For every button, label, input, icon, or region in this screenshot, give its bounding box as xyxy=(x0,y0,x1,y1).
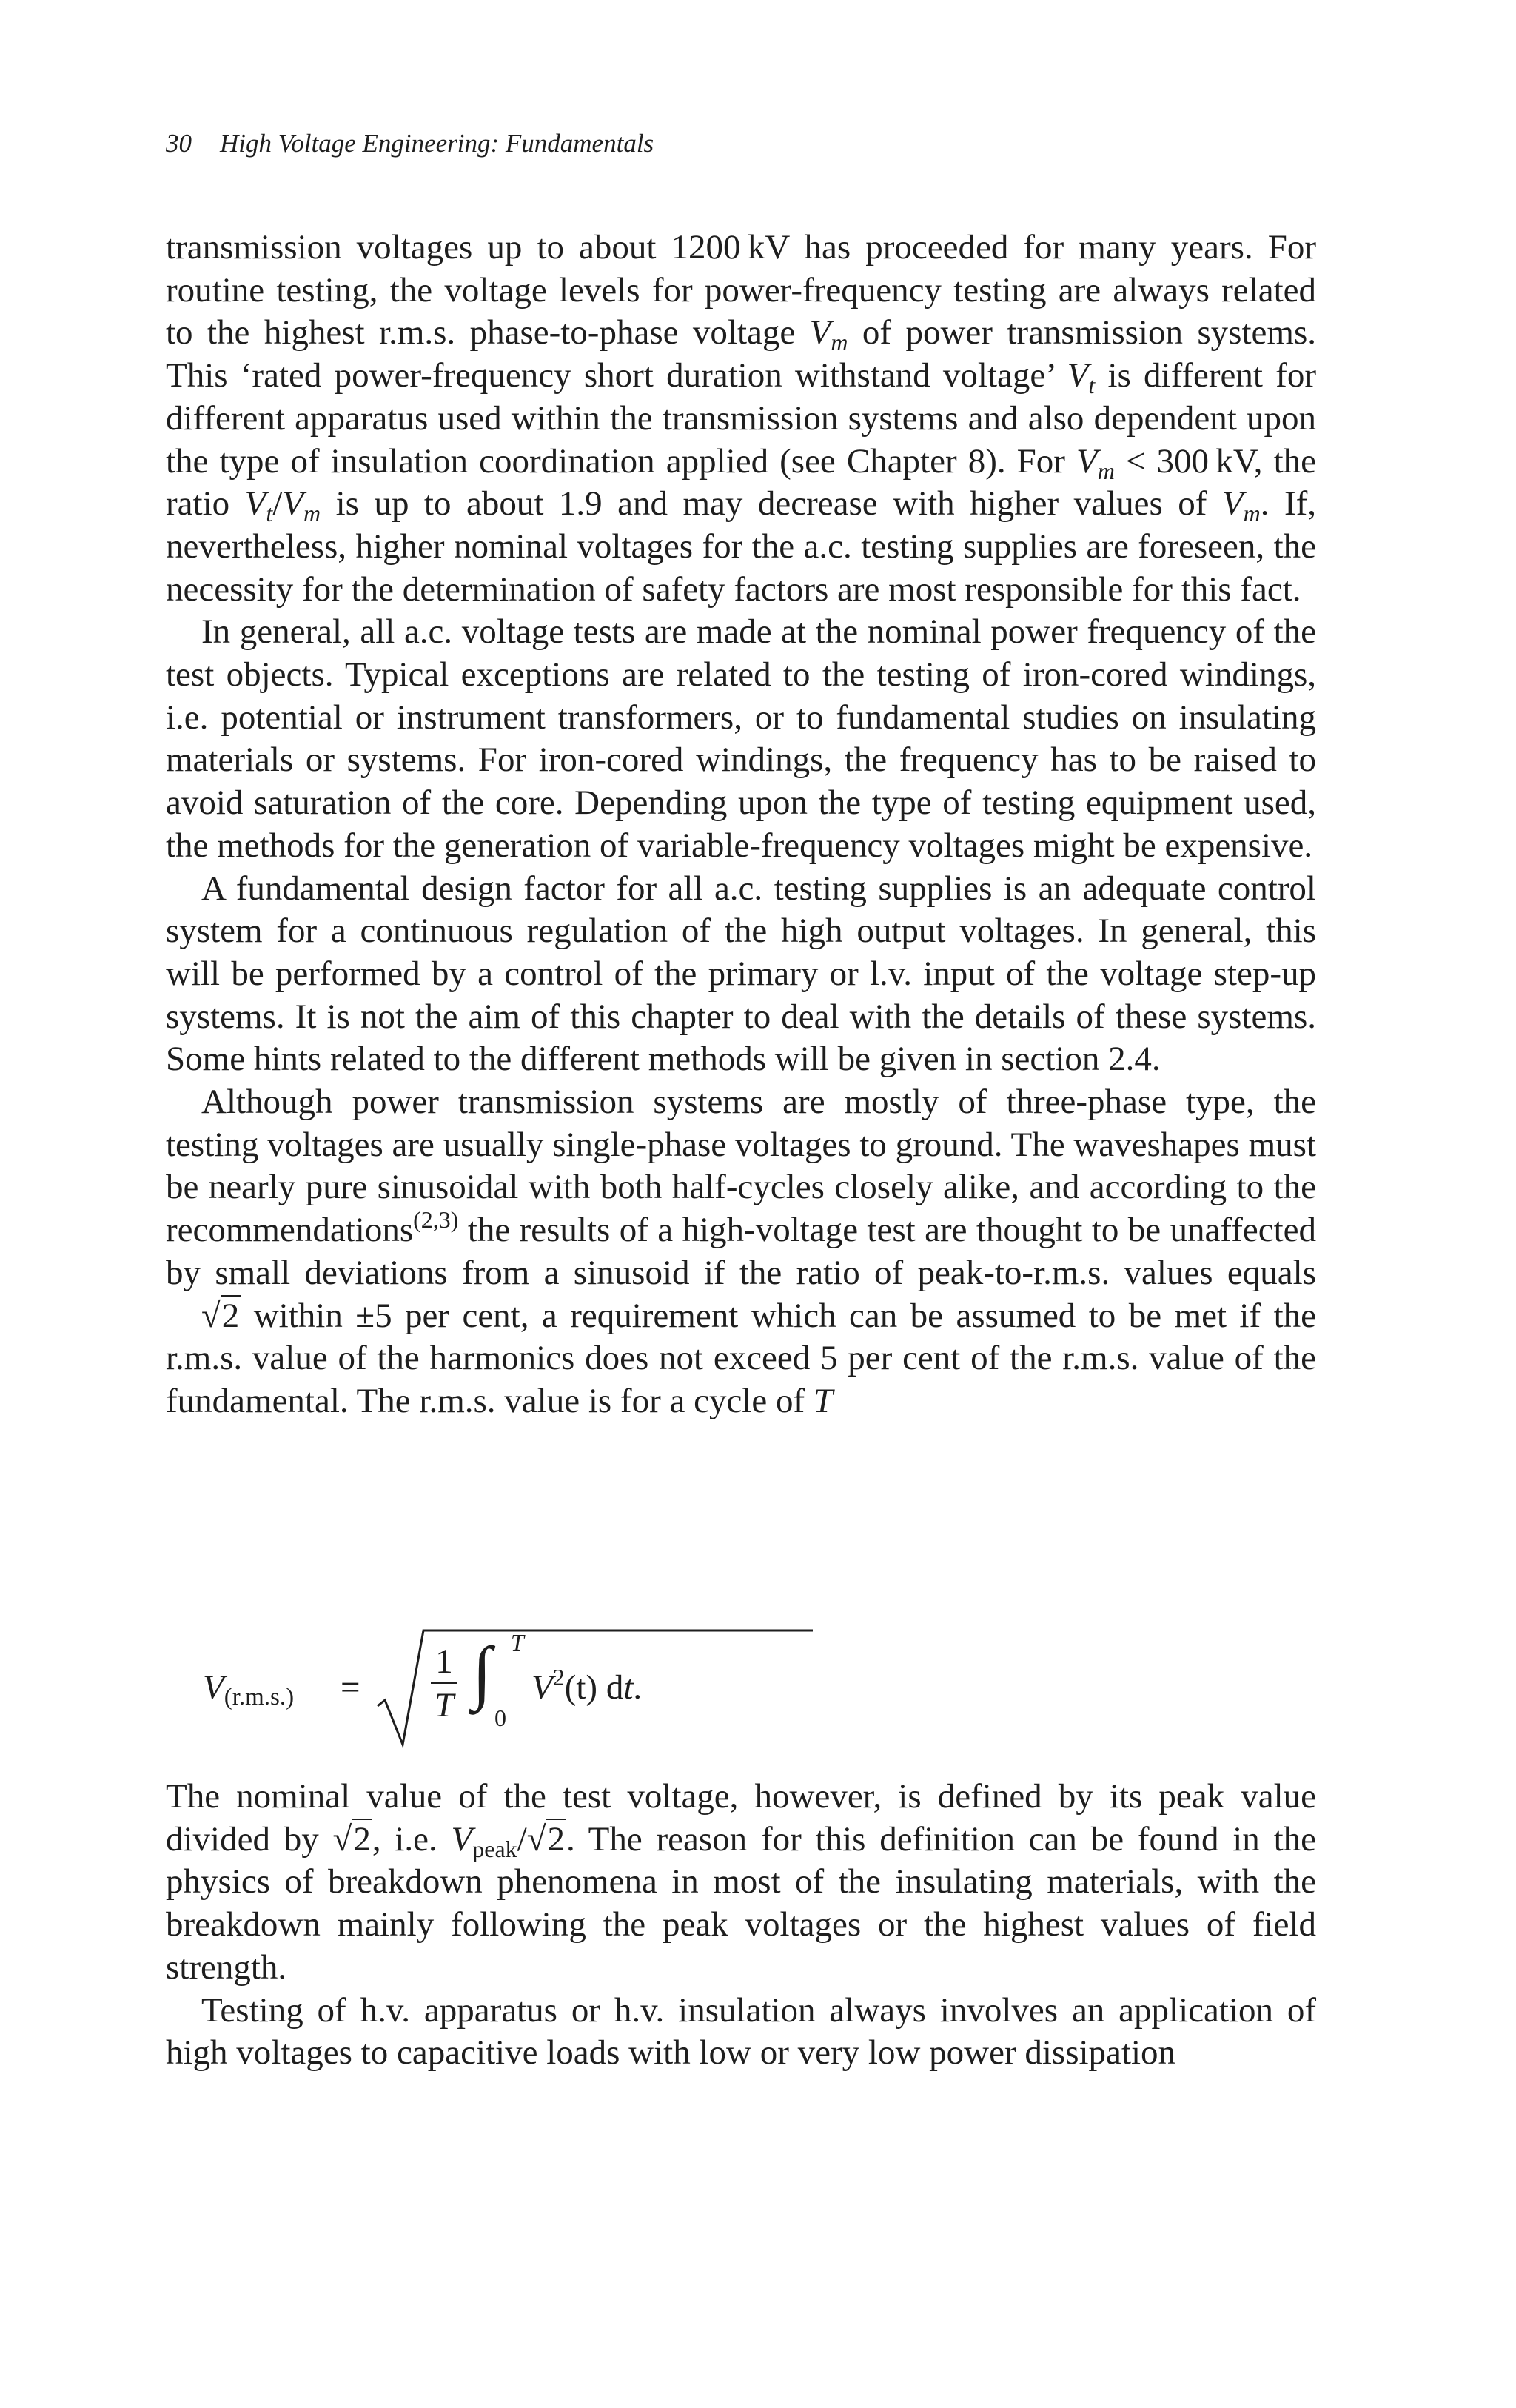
math-var: V xyxy=(282,484,304,524)
math-subscript: (r.m.s.) xyxy=(224,1684,295,1710)
math-var: V xyxy=(244,484,266,524)
text-run: . The reason for this definition can be found in the physics of breakdown phenomena in most of the insulating materials, with the breakdown mainly following the peak voltages or the highest values of field strength. xyxy=(166,1819,1316,1987)
math-var: V xyxy=(1076,441,1098,481)
math-var: V xyxy=(809,313,831,352)
radical-sign: √ xyxy=(332,1819,352,1859)
math-var: T xyxy=(813,1381,834,1420)
math-subscript: t xyxy=(1088,372,1096,399)
text-run: , i.e. xyxy=(372,1819,452,1859)
text-run: Although power transmission systems are mostly of three-phase type, the testing voltages are usually single-phase voltages to ground. The waveshapes must be nearly pure sinusoidal with both half-cycles closely alike, and according to the recommendations xyxy=(166,1083,1316,1250)
radicand: 2 xyxy=(221,1296,240,1335)
math-var: V xyxy=(451,1819,473,1859)
paragraph-6: Testing of h.v. apparatus or h.v. insulation always involves an application of high voltages to capacitive loads with low or very low power dissipation xyxy=(166,1990,1316,2073)
fraction xyxy=(429,1641,459,1727)
radical-sign: √ xyxy=(201,1296,221,1335)
paragraph-2: In general, all a.c. voltage tests are made at the nominal power frequency of the test objects. Typical exceptions are related to the testing of iron-cored windings, i.e. potential or instrument transformers, or to fundamental studies on insulating materials or systems. For iron-cored windings, the frequency has to be raised to avoid saturation of the core. Depending upon the type of testing equipment used, the methods for the generation of variable-frequency voltages might be expensive. xyxy=(166,612,1316,865)
lower-limit: 0 xyxy=(494,1705,506,1731)
math-subscript: m xyxy=(1243,500,1261,527)
page-number: 30 xyxy=(166,129,192,158)
equation-period: . xyxy=(633,1668,643,1707)
math-subscript: m xyxy=(303,500,321,527)
math-var: V xyxy=(203,1668,224,1707)
text-run: of power transmission systems. This ‘rated power-frequency short duration withstand voltage’ xyxy=(166,313,1316,395)
exponent: 2 xyxy=(552,1664,565,1690)
text-run: < 300 kV, the ratio xyxy=(166,441,1316,524)
math-var: V xyxy=(1221,484,1244,524)
text-run: is up to about 1.9 and may decrease with higher values of xyxy=(321,484,1222,524)
radicand: 2 xyxy=(547,1819,566,1859)
upper-limit: T xyxy=(511,1629,524,1656)
integral-sign: ∫ xyxy=(472,1632,492,1711)
math-var: t xyxy=(623,1668,634,1707)
math-slash: / xyxy=(517,1819,527,1859)
text-run: the results of a high-voltage test are thought to be unaffected by small deviations from a sinusoid if the ratio of peak-to-r.m.s. values equals xyxy=(166,1211,1316,1292)
math-subscript: m xyxy=(1097,457,1115,484)
numerator: 1 xyxy=(435,1642,453,1681)
integrand xyxy=(531,1664,643,1708)
body-text-lower xyxy=(166,1776,1316,2075)
citation-reference: (2,3) xyxy=(413,1206,459,1234)
math-subscript: t xyxy=(266,500,273,527)
function-argument: (t) xyxy=(564,1668,598,1707)
differential: d xyxy=(597,1668,624,1707)
paragraph-3: A fundamental design factor for all a.c. testing supplies is an adequate control system for a continuous regulation of the high output voltages. In general, this will be performed by a control of the primary or l.v. input of the voltage step-up systems. It is not the aim of this chapter to deal with the details of these systems. Some hints related to the different methods will be given in section 2.4. xyxy=(166,869,1316,1079)
square-root xyxy=(527,1819,566,1862)
text-run: The nominal value of the test voltage, however, is defined by its peak value divided by xyxy=(166,1777,1316,1859)
math-var: V xyxy=(531,1668,553,1707)
paragraph-4 xyxy=(166,1081,1316,1423)
math-subscript: m xyxy=(831,329,848,356)
paragraph-1 xyxy=(166,227,1316,611)
denominator: T xyxy=(434,1686,455,1725)
body-text-upper xyxy=(166,227,1316,1423)
rms-equation xyxy=(203,1626,721,1752)
square-root xyxy=(166,1295,241,1338)
running-head xyxy=(166,130,654,156)
text-run: within ±5 per cent, a requirement which can be assumed to be met if the r.m.s. value of the harmonics does not exceed 5 per cent of the r.m.s. value of the fundamental. The r.m.s. value is for a cycle of xyxy=(166,1296,1316,1420)
paragraph-5 xyxy=(166,1776,1316,1990)
text-run: is different for different apparatus used within the transmission systems and also dependent upon the type of insulation coordination applied (see Chapter 8). For xyxy=(166,356,1316,481)
equals-sign: = xyxy=(341,1668,360,1707)
text-run: . If, nevertheless, higher nominal voltages for the a.c. testing supplies are foreseen, the necessity for the determination of safety factors are most responsible for this fact. xyxy=(166,484,1316,609)
running-head-title: High Voltage Engineering: Fundamentals xyxy=(220,129,654,158)
equation-lhs xyxy=(203,1668,294,1708)
math-var: V xyxy=(1067,356,1089,395)
math-slash: / xyxy=(272,484,283,524)
radicand: 2 xyxy=(353,1819,371,1859)
math-subscript: peak xyxy=(472,1835,517,1862)
square-root xyxy=(333,1819,372,1862)
text-run: transmission voltages up to about 1200 kV has proceeded for many years. For routine testing, the voltage levels for power-frequency testing are always related to the highest r.m.s. phase-to-phase voltage xyxy=(166,228,1316,352)
radical-sign: √ xyxy=(526,1819,546,1859)
